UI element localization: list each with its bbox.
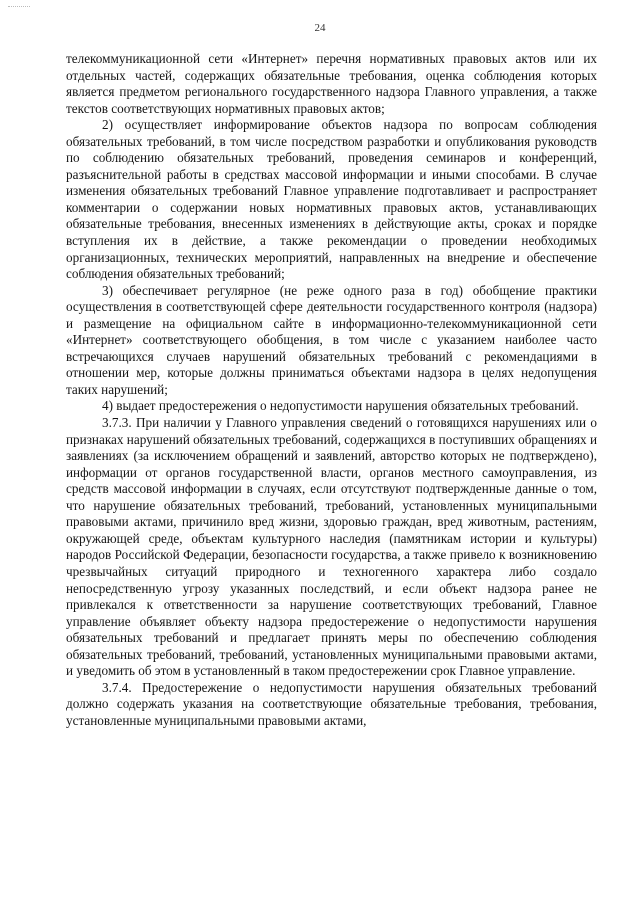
list-item-3: 3) обеспечивает регулярное (не реже одного раза в год) обобщение практики осуществления в соответствующей сфере деятельности государственного контроля (надзора) и размещение на официальном сайте в информационно-телекоммуникационной сети «Интернет» соответствующего обобщения, в том числе с указанием наиболее часто встречающихся случаев нарушений обязательных требований с рекомендациями в отношении мер, которые должны приниматься объектами надзора в целях недопущения таких нарушений; [66, 282, 597, 397]
scan-artifact [8, 6, 30, 9]
document-body [66, 51, 597, 729]
list-item-4: 4) выдает предостережения о недопустимости нарушения обязательных требований. [102, 398, 579, 414]
page-number: 24 [314, 22, 326, 34]
clause-3-7-3: 3.7.3. При наличии у Главного управления сведений о готовящихся нарушениях или о признаках нарушений обязательных требований, содержащихся в поступивших обращениях и заявлениях (за исключением обращений и заявлений, авторство которых не подтверждено), информации от органов государственной власти, органов местного самоуправления, из средств массовой информации в случаях, если отсутствуют подтвержденные данные о том, что нарушение обязательных требований, требований, установленных муниципальными правовыми актами, причинило вред жизни, здоровью граждан, вред животным, растениям, окружающей среде, объектам культурного наследия (памятникам истории и культуры) народов Российской Федерации, безопасности государства, а также привело к возникновению чрезвычайных ситуаций природного и техногенного характера либо создало непосредственную угрозу указанных последствий, и если объект надзора ранее не привлекался к ответственности за нарушение соответствующих требований, Главное управление объявляет объекту надзора предостережение о недопустимости нарушения обязательных требований и предлагает принять меры по обеспечению соблюдения обязательных требований, требований, установленных муниципальными правовыми актами, и уведомить об этом в установленный в таком предостережении срок Главное управление. [66, 415, 598, 679]
paragraph-continuation: телекоммуникационной сети «Интернет» перечня нормативных правовых актов или их отдельных частей, содержащих обязательные требования, оценка соблюдения которых является предметом регионального государственного надзора Главного управления, а также текстов соответствующих нормативных правовых актов; [66, 51, 597, 116]
list-item-2: 2) осуществляет информирование объектов надзора по вопросам соблюдения обязательных требований, в том числе посредством разработки и опубликования руководств по соблюдению обязательных требований, проведения семинаров и конференций, разъяснительной работы в средствах массовой информации и иными способами. В случае изменения обязательных требований Главное управление подготавливает и распространяет комментарии о содержании новых нормативных правовых актов, устанавливающих обязательные требования, внесенных изменениях в действующие акты, сроках и порядке вступления их в действие, а также рекомендации о проведении необходимых организационных, технических мероприятий, направленных на внедрение и обеспечение соблюдения обязательных требований; [66, 117, 597, 282]
clause-3-7-4: 3.7.4. Предостережение о недопустимости нарушения обязательных требований должно содержать указания на соответствующие обязательные требования, требования, установленные муниципальными правовыми актами, [66, 679, 597, 728]
